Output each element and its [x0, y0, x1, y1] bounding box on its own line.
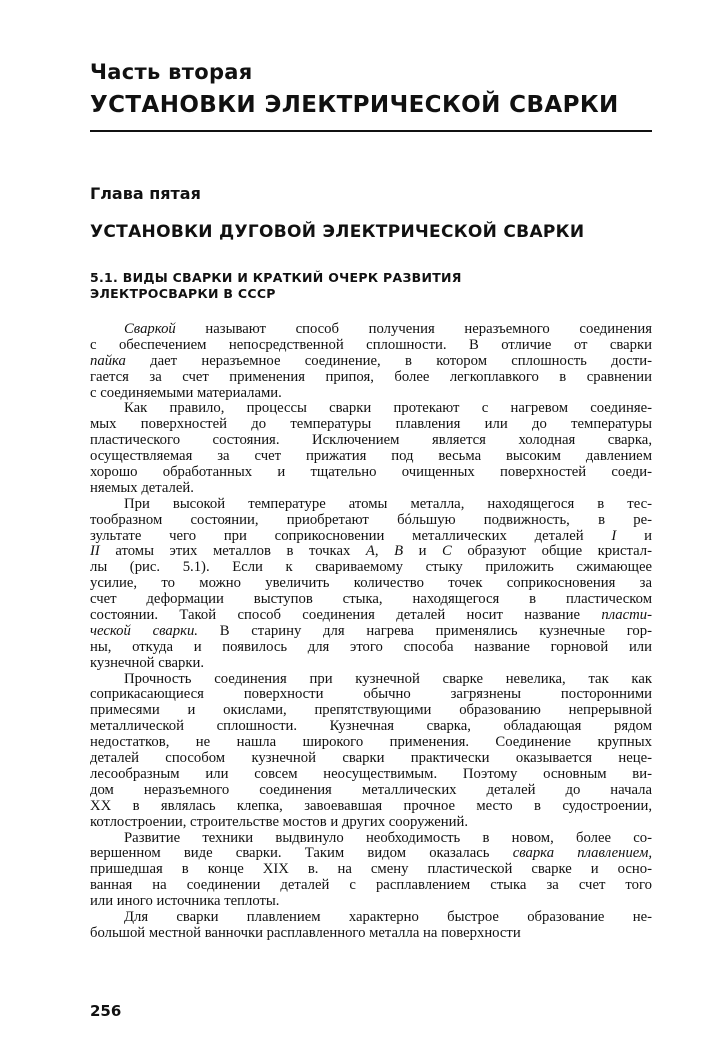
- text-line: [90, 417, 652, 433]
- part-label: Часть вторая: [90, 60, 253, 84]
- text-segment: ны, откуда и появилось для этого способа название горновой или: [90, 638, 652, 655]
- italic-term: ческой сварки.: [90, 622, 198, 639]
- header-rule: [90, 130, 652, 132]
- text-segment: пришедшая в конце XIX в. на смену пластической сварке и осно-: [90, 861, 652, 878]
- text-line: [90, 894, 652, 910]
- text-line: [90, 687, 652, 703]
- chapter-title: УСТАНОВКИ ДУГОВОЙ ЭЛЕКТРИЧЕСКОЙ СВАРКИ: [90, 222, 585, 242]
- paragraph: [90, 497, 652, 672]
- text-line: [90, 338, 652, 354]
- text-line: [90, 910, 652, 926]
- italic-term: сварка плавлением,: [512, 845, 652, 862]
- paragraph: [90, 672, 652, 831]
- italic-term: пайка: [90, 352, 126, 369]
- text-line: [90, 656, 652, 672]
- text-segment: большой местной ванночки расплавленного металла на поверхности: [90, 924, 521, 941]
- text-segment: кузнечной сварки.: [90, 654, 204, 671]
- text-line: [90, 529, 652, 545]
- text-segment: счет деформации выступов стыка, находящегося в пластическом: [90, 591, 652, 608]
- text-segment: дает неразъемное соединение, в котором сплошность дости-: [125, 352, 652, 369]
- paragraph: [90, 401, 652, 496]
- text-line: [90, 719, 652, 735]
- text-segment: лесообразным или совсем неосуществимым. Поэтому основным ви-: [90, 765, 652, 782]
- text-segment: металлической сплошности. Кузнечная сварка, обладающая рядом: [90, 718, 652, 735]
- text-segment: Прочность соединения при кузнечной сварке невелика, так как: [124, 670, 652, 687]
- text-line: [90, 401, 652, 417]
- section-title-line: ЭЛЕКТРОСВАРКИ В СССР: [90, 285, 276, 301]
- text-line: [90, 370, 652, 386]
- text-segment: усилие, то можно увеличить количество точек соприкосновения за: [90, 575, 652, 592]
- text-segment: и: [616, 527, 652, 544]
- text-line: [90, 560, 652, 576]
- text-segment: гается за счет применения припоя, более легкоплавкого в сравнении: [90, 368, 652, 385]
- text-line: [90, 735, 652, 751]
- italic-term: C: [442, 543, 452, 560]
- body-text: [90, 322, 652, 942]
- text-segment: тообразном состоянии, приобретают бóльшую подвижность, в ре-: [90, 511, 652, 528]
- chapter-label: Глава пятая: [90, 184, 201, 203]
- text-segment: и: [403, 543, 443, 560]
- text-segment: пластического состояния. Исключением является холодная сварка,: [90, 432, 652, 449]
- text-line: [90, 322, 652, 338]
- text-segment: Как правило, процессы сварки протекают с нагревом соединяе-: [124, 400, 652, 417]
- text-segment: лы (рис. 5.1). Если к свариваемому стыку приложить сжимающее: [90, 559, 652, 576]
- text-line: [90, 497, 652, 513]
- text-line: [90, 878, 652, 894]
- text-segment: мых поверхностей до температуры плавления или до температуры: [90, 416, 652, 433]
- paragraph: [90, 322, 652, 401]
- text-segment: В старину для нагрева применялись кузнечные гор-: [197, 622, 652, 639]
- text-line: [90, 465, 652, 481]
- text-line: [90, 640, 652, 656]
- text-line: [90, 513, 652, 529]
- text-line: [90, 386, 652, 402]
- text-line: [90, 783, 652, 799]
- text-line: [90, 354, 652, 370]
- text-segment: с обеспечением непосредственной сплошности. В отличие от сварки: [90, 336, 652, 353]
- italic-term: A: [365, 543, 375, 560]
- text-segment: няемых деталей.: [90, 479, 194, 496]
- text-segment: котлостроении, строительстве мостов и других сооружений.: [90, 813, 468, 830]
- text-segment: Для сварки плавлением характерно быстрое образование не-: [124, 908, 652, 925]
- paragraph: [90, 910, 652, 942]
- part-title: УСТАНОВКИ ЭЛЕКТРИЧЕСКОЙ СВАРКИ: [90, 92, 619, 118]
- text-segment: состоянии. Такой способ соединения деталей носит название: [90, 607, 602, 624]
- text-segment: образуют общие кристал-: [451, 543, 652, 560]
- section-title: [90, 268, 462, 300]
- text-segment: дом неразъемного соединения металлических деталей до начала: [90, 781, 652, 798]
- text-segment: При высокой температуре атомы металла, находящегося в тес-: [124, 495, 652, 512]
- text-line: [90, 831, 652, 847]
- section-title-line: 5.1. ВИДЫ СВАРКИ И КРАТКИЙ ОЧЕРК РАЗВИТИЯ: [90, 270, 462, 285]
- text-segment: ванная на соединении деталей с расплавлением стыка за счет того: [90, 877, 652, 894]
- text-line: [90, 608, 652, 624]
- text-segment: зультате чего при соприкосновении металлических деталей: [90, 527, 612, 544]
- text-line: [90, 767, 652, 783]
- italic-term: II: [90, 543, 100, 560]
- text-segment: деталей способом кузнечной сварки практически оказывается неце-: [90, 750, 652, 767]
- text-line: [90, 703, 652, 719]
- text-line: [90, 799, 652, 815]
- text-line: [90, 672, 652, 688]
- text-segment: ,: [374, 543, 395, 560]
- text-segment: вершенном виде сварки. Таким видом оказалась: [90, 845, 513, 862]
- text-line: [90, 481, 652, 497]
- paragraph: [90, 831, 652, 910]
- text-segment: примесями и окислами, препятствующими образованию непрерывной: [90, 702, 652, 719]
- text-line: [90, 846, 652, 862]
- text-segment: Развитие техники выдвинуло необходимость в новом, более со-: [124, 829, 652, 846]
- text-segment: атомы этих металлов в точках: [99, 543, 366, 560]
- italic-term: B: [394, 543, 404, 560]
- text-line: [90, 751, 652, 767]
- text-segment: осуществляемая за счет прижатия под весьма высоким давлением: [90, 448, 652, 465]
- text-segment: соприкасающиеся поверхности обычно загрязнены посторонними: [90, 686, 652, 703]
- text-line: [90, 433, 652, 449]
- italic-term: I: [611, 527, 617, 544]
- text-line: [90, 544, 652, 560]
- text-line: [90, 592, 652, 608]
- text-line: [90, 576, 652, 592]
- italic-term: Сваркой: [124, 321, 176, 337]
- text-segment: хорошо обработанных и тщательно очищенных поверхностей соеди-: [90, 464, 652, 481]
- text-line: [90, 449, 652, 465]
- text-line: [90, 926, 652, 942]
- text-segment: называют способ получения неразъемного соединения: [175, 321, 652, 337]
- page-number: 256: [90, 1002, 122, 1020]
- italic-term: пласти-: [601, 607, 652, 624]
- text-line: [90, 815, 652, 831]
- text-segment: или иного источника теплоты.: [90, 893, 280, 910]
- text-line: [90, 624, 652, 640]
- text-segment: недостатков, не нашла широкого применения. Соединение крупных: [90, 734, 652, 751]
- text-segment: с соединяемыми материалами.: [90, 384, 282, 401]
- text-segment: XX в являлась клепка, завоевавшая прочное место в судостроении,: [90, 797, 652, 814]
- text-line: [90, 862, 652, 878]
